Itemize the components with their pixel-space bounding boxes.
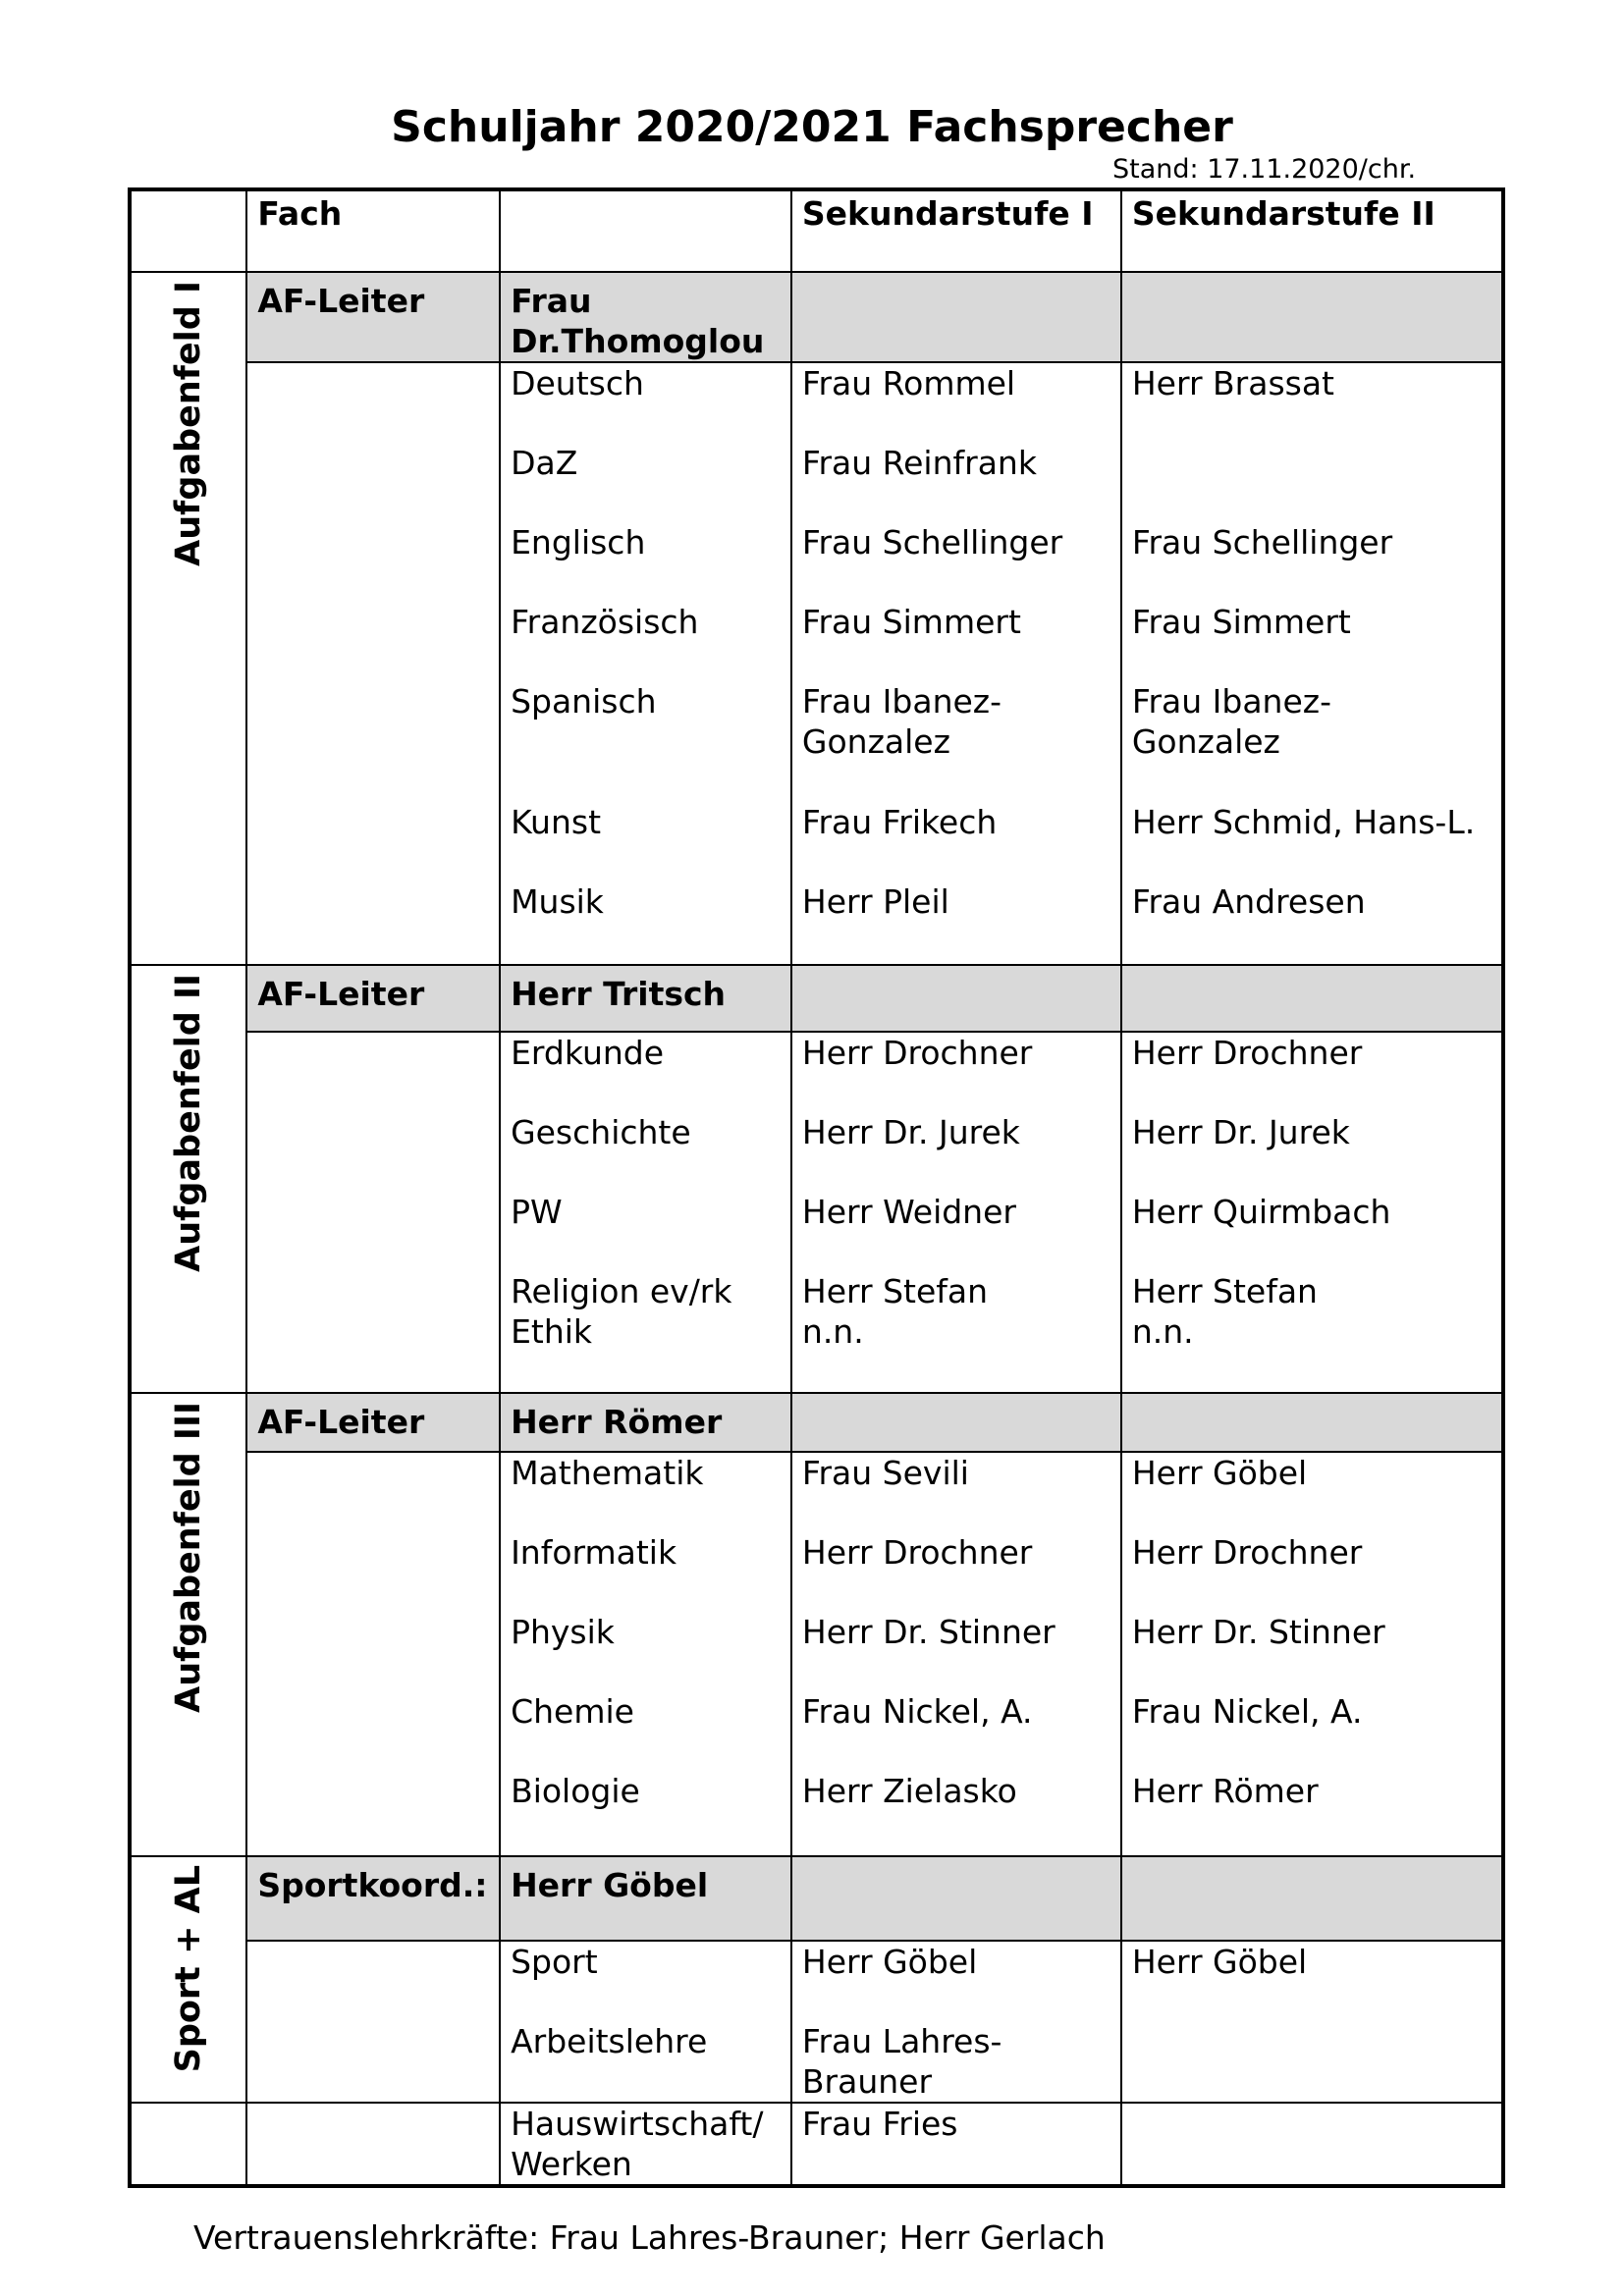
lead-title: AF-Leiter [246, 965, 500, 1032]
group-subjects-row [130, 362, 1503, 965]
sek1-text: Frau Rommel [801, 364, 1016, 402]
sek2-text: Frau Ibanez- [1131, 682, 1331, 721]
fach-text: Religion ev/rk [511, 1272, 732, 1310]
header-sek1: Sekundarstufe I [791, 189, 1121, 272]
sek1-text: Frau Sevili [801, 1454, 969, 1492]
subject-entry [1132, 1192, 1491, 1271]
group-lead-row [130, 272, 1503, 362]
lead-name [500, 965, 791, 1032]
subject-entry [802, 2021, 1110, 2102]
lead-sek2-empty [1121, 1856, 1503, 1941]
lead-title: Sportkoord.: [246, 1856, 500, 1941]
lead-sek1-empty [791, 272, 1121, 362]
subject-entry [802, 1691, 1110, 1771]
subject-entry [511, 881, 781, 922]
sek1-text: Frau Nickel, A. [801, 1692, 1033, 1731]
sek1-text: Herr Drochner [801, 1034, 1033, 1072]
subjects-blank-cell [246, 1452, 500, 1856]
sek2-text: Herr Schmid, Hans-L. [1131, 803, 1476, 841]
subject-entry [511, 1532, 781, 1612]
lead-sek2-empty [1121, 272, 1503, 362]
subject-entry [802, 1532, 1110, 1612]
subject-entry [802, 443, 1110, 522]
fach-column [500, 1941, 791, 2103]
subject-entry [1132, 881, 1491, 922]
sek1-text: Brauner [801, 2062, 933, 2101]
sek2-text: Frau Andresen [1131, 882, 1366, 921]
sek1-text: Gonzalez [801, 722, 950, 761]
cell-line: Frau [511, 282, 592, 320]
group-label-cell [130, 1856, 246, 2103]
sek2-text: Herr Stefan [1131, 1272, 1318, 1310]
sek2-text: Herr Drochner [1131, 1034, 1363, 1072]
fach-column [500, 1032, 791, 1393]
sek1-text: Frau Lahres- [801, 2022, 1002, 2060]
sek2-text: Herr Brassat [1131, 364, 1334, 402]
subject-entry [1132, 802, 1491, 881]
subject-entry [511, 1112, 781, 1192]
sek2-text: Herr Drochner [1131, 1533, 1363, 1572]
sek2-column [1121, 362, 1503, 965]
fach-text: Französisch [511, 603, 699, 641]
subject-entry [1132, 443, 1491, 522]
sek1-text: Frau Ibanez- [801, 682, 1002, 721]
group-label: Aufgabenfeld III [168, 1402, 208, 1713]
fach-text: Sport [511, 1943, 598, 1981]
lead-name [500, 1856, 791, 1941]
subject-entry [802, 1942, 1110, 2021]
subject-entry [511, 1271, 781, 1352]
subject-entry [1132, 1112, 1491, 1192]
sek1-text: Herr Dr. Jurek [801, 1113, 1020, 1151]
header-fach: Fach [246, 189, 500, 272]
subject-entry [511, 443, 781, 522]
subjects-blank-cell [246, 1032, 500, 1393]
lead-sek2-empty [1121, 1393, 1503, 1452]
subject-entry [1132, 1033, 1491, 1112]
subject-entry [1132, 363, 1491, 443]
lead-sek2-empty [1121, 965, 1503, 1032]
subject-entry [1132, 1771, 1491, 1811]
fach-text: PW [511, 1193, 563, 1231]
subjects-blank-cell [246, 362, 500, 965]
extra-blank-cell-2 [246, 2103, 500, 2186]
lead-sek1-empty [791, 1393, 1121, 1452]
header-col2 [500, 189, 791, 272]
sek1-text: Frau Reinfrank [801, 444, 1037, 482]
fach-text: Kunst [511, 803, 602, 841]
header-row [130, 189, 1503, 272]
subject-entry [511, 602, 781, 681]
lead-title: AF-Leiter [246, 1393, 500, 1452]
subject-entry [1132, 1612, 1491, 1691]
fach-text: Biologie [511, 1772, 640, 1810]
sek2-text: Herr Dr. Jurek [1131, 1113, 1350, 1151]
subject-entry [511, 1771, 781, 1811]
sek2-text: Frau Schellinger [1131, 523, 1393, 561]
footer-note: Vertrauenslehrkräfte: Frau Lahres-Brauner; Herr Gerlach [193, 2218, 1106, 2257]
subject-entry [511, 363, 781, 443]
document-title: Schuljahr 2020/2021 Fachsprecher [391, 102, 1233, 152]
group-subjects-row [130, 1032, 1503, 1393]
extra-fach [500, 2103, 791, 2186]
subject-entry [511, 681, 781, 802]
sek2-column [1121, 1032, 1503, 1393]
subject-entry [802, 602, 1110, 681]
subject-entry [511, 1192, 781, 1271]
subject-entry [802, 1612, 1110, 1691]
sek1-text: n.n. [801, 1312, 864, 1351]
subject-entry [511, 1942, 781, 2021]
sek2-text: Frau Simmert [1131, 603, 1351, 641]
fach-text: Englisch [511, 523, 646, 561]
subject-entry [511, 2021, 781, 2061]
sek1-text: Frau Simmert [801, 603, 1021, 641]
subject-entry [511, 1033, 781, 1112]
fach-text: DaZ [511, 444, 578, 482]
group-lead-row [130, 1393, 1503, 1452]
sek2-text: Herr Göbel [1131, 1454, 1308, 1492]
fach-text: Erdkunde [511, 1034, 665, 1072]
group-subjects-row [130, 1452, 1503, 1856]
sek1-text: Herr Zielasko [801, 1772, 1017, 1810]
subject-entry [1132, 1942, 1491, 2021]
fach-text: Mathematik [511, 1454, 704, 1492]
sek2-text: Herr Göbel [1131, 1943, 1308, 1981]
sek2-column [1121, 1941, 1503, 2103]
subject-entry [1132, 1532, 1491, 1612]
sek1-text: Frau Frikech [801, 803, 998, 841]
fachsprecher-table [128, 187, 1505, 2188]
subject-entry [511, 802, 781, 881]
lead-title: AF-Leiter [246, 272, 500, 362]
fach-column [500, 362, 791, 965]
sek2-text: Herr Römer [1131, 1772, 1319, 1810]
group-label: Aufgabenfeld I [168, 281, 208, 566]
sek2-text: Herr Quirmbach [1131, 1193, 1391, 1231]
sek2-column [1121, 1452, 1503, 1856]
lead-sek1-empty [791, 1856, 1121, 1941]
sek2-text: Gonzalez [1131, 722, 1280, 761]
sek2-text: Herr Dr. Stinner [1131, 1613, 1385, 1651]
fach-text: Chemie [511, 1692, 634, 1731]
group-label-cell [130, 1393, 246, 1856]
cell-line: Frau Fries [801, 2105, 958, 2143]
subject-entry [802, 1453, 1110, 1532]
sek1-text: Herr Stefan [801, 1272, 989, 1310]
fach-text: Informatik [511, 1533, 677, 1572]
subject-entry [1132, 602, 1491, 681]
subject-entry [802, 363, 1110, 443]
subject-entry [802, 1112, 1110, 1192]
cell-line: Hauswirtschaft/ [511, 2105, 764, 2143]
group-lead-row [130, 1856, 1503, 1941]
subject-entry [802, 1771, 1110, 1811]
subject-entry [802, 681, 1110, 802]
sek1-column [791, 1032, 1121, 1393]
sek2-text: Frau Nickel, A. [1131, 1692, 1363, 1731]
subject-entry [511, 1612, 781, 1691]
sek1-text: Herr Drochner [801, 1533, 1033, 1572]
sek1-text: Frau Schellinger [801, 523, 1063, 561]
group-label: Aufgabenfeld II [168, 974, 208, 1272]
fach-column [500, 1452, 791, 1856]
sek1-text: Herr Göbel [801, 1943, 978, 1981]
subject-entry [1132, 1453, 1491, 1532]
subject-entry [511, 1453, 781, 1532]
fach-text: Spanisch [511, 682, 657, 721]
lead-name [500, 272, 791, 362]
cell-line: Herr Göbel [511, 1866, 709, 1904]
stand-date: Stand: 17.11.2020/chr. [1112, 154, 1417, 185]
sek1-text: Herr Weidner [801, 1193, 1016, 1231]
fach-text: Geschichte [511, 1113, 691, 1151]
subject-entry [802, 522, 1110, 602]
group-lead-row [130, 965, 1503, 1032]
header-sek2: Sekundarstufe II [1121, 189, 1503, 272]
extra-sek1 [791, 2103, 1121, 2186]
lead-sek1-empty [791, 965, 1121, 1032]
cell-line: Werken [511, 2145, 632, 2183]
extra-blank-cell-1 [130, 2103, 246, 2186]
subject-entry [1132, 681, 1491, 802]
cell-line: Herr Römer [511, 1403, 723, 1441]
group-label-cell [130, 272, 246, 965]
subject-entry [511, 1691, 781, 1771]
sek1-text: Herr Pleil [801, 882, 949, 921]
fach-text: Ethik [511, 1312, 593, 1351]
subjects-blank-cell [246, 1941, 500, 2103]
sek1-text: Herr Dr. Stinner [801, 1613, 1056, 1651]
cell-line: Dr.Thomoglou [511, 322, 765, 360]
sek2-text: n.n. [1131, 1312, 1194, 1351]
subject-entry [1132, 1271, 1491, 1352]
extra-row [130, 2103, 1503, 2186]
subject-entry [802, 1271, 1110, 1352]
cell-line: Herr Tritsch [511, 975, 727, 1013]
subject-entry [802, 1033, 1110, 1112]
extra-sek2 [1121, 2103, 1503, 2186]
subject-entry [511, 522, 781, 602]
group-subjects-row [130, 1941, 1503, 2103]
subject-entry [1132, 522, 1491, 602]
subject-entry [802, 1192, 1110, 1271]
lead-name [500, 1393, 791, 1452]
fach-text: Musik [511, 882, 604, 921]
sek1-column [791, 1941, 1121, 2103]
group-label: Sport + AL [168, 1865, 208, 2073]
sek1-column [791, 362, 1121, 965]
subject-entry [1132, 1691, 1491, 1771]
group-label-cell [130, 965, 246, 1393]
sek1-column [791, 1452, 1121, 1856]
subject-entry [802, 881, 1110, 922]
fach-text: Arbeitslehre [511, 2022, 708, 2060]
header-corner-cell [130, 189, 246, 272]
fach-text: Physik [511, 1613, 615, 1651]
subject-entry [802, 802, 1110, 881]
fach-text: Deutsch [511, 364, 644, 402]
